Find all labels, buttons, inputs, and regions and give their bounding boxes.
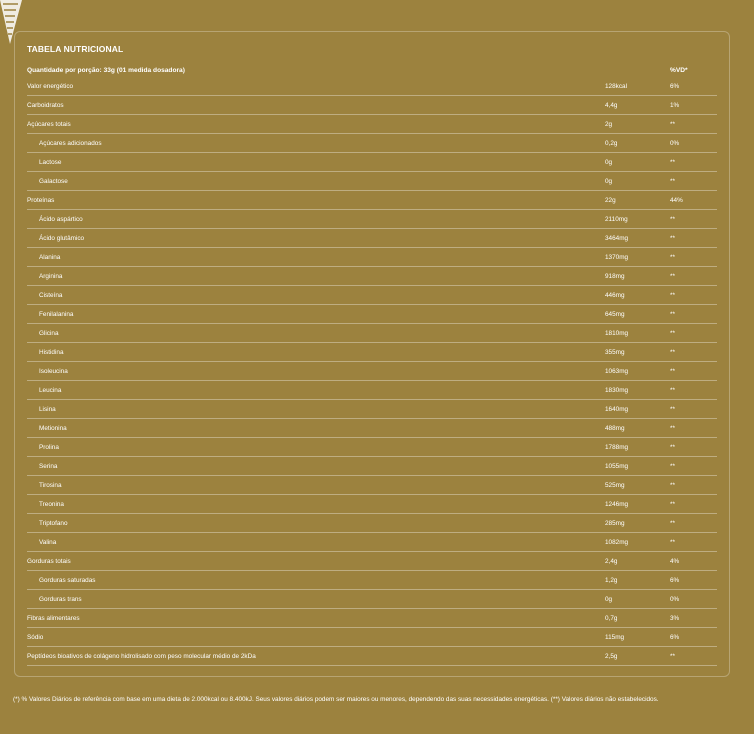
nutrient-daily-value: **	[670, 520, 675, 527]
nutrition-table-panel	[14, 31, 730, 677]
table-row	[27, 419, 717, 438]
nutrient-amount: 355mg	[605, 349, 625, 356]
nutrient-amount: 2,4g	[605, 558, 618, 565]
nutrient-name: Fenilalanina	[39, 311, 74, 318]
nutrient-daily-value: **	[670, 273, 675, 280]
table-row	[27, 229, 717, 248]
nutrient-amount: 0g	[605, 178, 613, 185]
nutrient-name: Treonina	[39, 501, 64, 508]
nutrient-amount: 285mg	[605, 520, 625, 527]
table-row	[27, 533, 717, 552]
nutrient-daily-value: **	[670, 349, 675, 356]
nutrient-amount: 0g	[605, 159, 613, 166]
nutrient-name: Ácido glutâmico	[39, 235, 85, 242]
nutrient-name: Galactose	[39, 178, 68, 185]
nutrient-amount: 525mg	[605, 482, 625, 489]
nutrient-name: Ácido aspártico	[39, 216, 83, 223]
table-row	[27, 286, 717, 305]
nutrient-amount: 128kcal	[605, 83, 628, 90]
table-row	[27, 172, 717, 191]
table-row	[27, 628, 717, 647]
nutrient-amount: 446mg	[605, 292, 625, 299]
nutrient-amount: 22g	[605, 197, 616, 204]
table-row	[27, 552, 717, 571]
nutrient-amount: 2g	[605, 121, 613, 128]
nutrient-amount: 1830mg	[605, 387, 629, 394]
nutrient-daily-value: **	[670, 311, 675, 318]
nutrient-daily-value: **	[670, 121, 675, 128]
nutrient-daily-value: **	[670, 406, 675, 413]
table-title: TABELA NUTRICIONAL	[27, 44, 124, 54]
nutrient-name: Tirosina	[39, 482, 62, 489]
table-row	[27, 210, 717, 229]
nutrient-daily-value: **	[670, 216, 675, 223]
table-row	[27, 476, 717, 495]
nutrient-amount: 488mg	[605, 425, 625, 432]
nutrient-daily-value: **	[670, 653, 675, 660]
table-row	[27, 343, 717, 362]
nutrient-daily-value: **	[670, 444, 675, 451]
nutrient-name: Açúcares adicionados	[39, 140, 102, 147]
nutrient-name: Alanina	[39, 254, 61, 261]
table-row	[27, 248, 717, 267]
nutrient-amount: 1246mg	[605, 501, 629, 508]
table-row	[27, 647, 717, 666]
table-row	[27, 77, 717, 96]
nutrient-name: Carboidratos	[27, 102, 64, 109]
nutrient-name: Lisina	[39, 406, 56, 413]
nutrient-name: Prolina	[39, 444, 59, 451]
table-row	[27, 362, 717, 381]
footnote: (*) % Valores Diários de referência com base em uma dieta de 2.000kcal ou 8.400kJ. Seus valores diários podem ser maiores ou menores, dependendo das suas necessidades energéticas. (**) Valores diários não estabelecidos.	[13, 696, 659, 703]
nutrient-amount: 2,5g	[605, 653, 618, 660]
nutrient-name: Isoleucina	[39, 368, 68, 375]
daily-value-header: %VD*	[670, 67, 688, 74]
nutrient-daily-value: **	[670, 254, 675, 261]
nutrient-amount: 1788mg	[605, 444, 629, 451]
nutrient-amount: 3464mg	[605, 235, 629, 242]
nutrient-name: Lactose	[39, 159, 62, 166]
nutrient-daily-value: 3%	[670, 615, 680, 622]
nutrient-name: Proteínas	[27, 197, 55, 204]
nutrient-amount: 0,2g	[605, 140, 618, 147]
nutrient-name: Valina	[39, 539, 57, 546]
table-row	[27, 514, 717, 533]
table-row	[27, 191, 717, 210]
table-row	[27, 324, 717, 343]
nutrient-name: Triptofano	[39, 520, 68, 527]
table-row	[27, 96, 717, 115]
nutrient-amount: 1,2g	[605, 577, 618, 584]
table-row	[27, 115, 717, 134]
nutrient-amount: 1370mg	[605, 254, 629, 261]
table-row	[27, 153, 717, 172]
nutrient-name: Cisteína	[39, 292, 63, 299]
nutrient-daily-value: **	[670, 368, 675, 375]
nutrient-rows	[27, 77, 717, 666]
nutrient-name: Arginina	[39, 273, 63, 280]
table-row	[27, 381, 717, 400]
table-row	[27, 267, 717, 286]
nutrient-amount: 4,4g	[605, 102, 618, 109]
nutrient-amount: 1810mg	[605, 330, 629, 337]
nutrient-amount: 1082mg	[605, 539, 629, 546]
nutrient-amount: 1640mg	[605, 406, 629, 413]
nutrient-daily-value: **	[670, 501, 675, 508]
nutrient-daily-value: **	[670, 330, 675, 337]
table-row	[27, 305, 717, 324]
nutrient-name: Valor energético	[27, 83, 74, 90]
table-row	[27, 457, 717, 476]
nutrient-name: Leucina	[39, 387, 62, 394]
nutrient-daily-value: 6%	[670, 634, 680, 641]
nutrient-amount: 2110mg	[605, 216, 628, 223]
nutrient-daily-value: **	[670, 425, 675, 432]
table-row	[27, 609, 717, 628]
table-row	[27, 438, 717, 457]
nutrient-daily-value: **	[670, 387, 675, 394]
nutrient-name: Serina	[39, 463, 58, 470]
nutrient-daily-value: **	[670, 159, 675, 166]
nutrient-name: Açúcares totais	[27, 121, 71, 128]
nutrient-amount: 0g	[605, 596, 613, 603]
nutrient-name: Gorduras trans	[39, 596, 82, 603]
nutrient-amount: 918mg	[605, 273, 625, 280]
nutrient-daily-value: **	[670, 178, 675, 185]
nutrient-daily-value: 6%	[670, 83, 680, 90]
nutrient-daily-value: 6%	[670, 577, 680, 584]
table-row	[27, 134, 717, 153]
nutrient-daily-value: **	[670, 482, 675, 489]
nutrient-name: Gorduras saturadas	[39, 577, 96, 584]
nutrient-daily-value: 44%	[670, 197, 683, 204]
nutrient-name: Glicina	[39, 330, 59, 337]
nutrient-name: Fibras alimentares	[27, 615, 80, 622]
table-row	[27, 495, 717, 514]
nutrient-daily-value: **	[670, 235, 675, 242]
nutrient-name: Sódio	[27, 634, 44, 641]
nutrient-daily-value: 0%	[670, 596, 680, 603]
nutrient-name: Metionina	[39, 425, 67, 432]
nutrient-daily-value: **	[670, 292, 675, 299]
nutrient-name: Peptídeos bioativos de colágeno hidrolisado com peso molecular médio de 2kDa	[27, 653, 256, 660]
nutrient-name: Histidina	[39, 349, 64, 356]
nutrient-daily-value: 0%	[670, 140, 680, 147]
nutrient-amount: 1063mg	[605, 368, 629, 375]
table-row	[27, 400, 717, 419]
nutrient-daily-value: **	[670, 539, 675, 546]
nutrient-amount: 1055mg	[605, 463, 629, 470]
serving-size-label: Quantidade por porção: 33g (01 medida dosadora)	[27, 67, 185, 74]
nutrient-name: Gorduras totais	[27, 558, 71, 565]
nutrient-amount: 0,7g	[605, 615, 618, 622]
table-row	[27, 590, 717, 609]
nutrient-amount: 115mg	[605, 634, 625, 641]
nutrient-amount: 645mg	[605, 311, 625, 318]
nutrient-daily-value: 4%	[670, 558, 680, 565]
nutrient-daily-value: **	[670, 463, 675, 470]
table-row	[27, 571, 717, 590]
nutrient-daily-value: 1%	[670, 102, 680, 109]
